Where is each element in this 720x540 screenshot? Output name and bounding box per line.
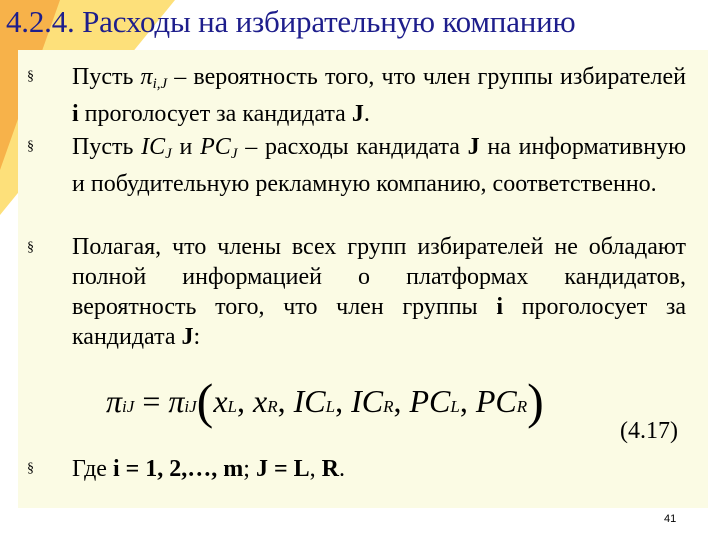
bullet-3: Полагая, что члены всех групп избирателей не обладают полной информацией о платформах кандидатов, вероятность того, что член группы i проголосует за кандидата J:: [72, 234, 686, 350]
page-number: 41: [664, 513, 677, 525]
bullet-marker: §: [27, 139, 34, 154]
bullet-4: Где i = 1, 2,…, m; J = L, R.: [72, 456, 345, 482]
slide-title: 4.2.4. Расходы на избирательную компанию: [6, 4, 576, 39]
bullet-1: Пусть πi,J – вероятность того, что член группы избирателей i проголосует за кандидата J.: [72, 64, 686, 127]
bullet-2: Пусть ICJ и PCJ – расходы кандидата J на информативную и побудительную рекламную компанию, соответственно.: [72, 134, 687, 197]
formula-4-17: πiJ = πiJ(xL, xR, ICL, ICR, PCL, PCR): [106, 373, 544, 429]
bullet-marker: §: [27, 69, 34, 84]
bullet-marker: §: [27, 461, 34, 476]
equation-number: (4.17): [620, 418, 678, 444]
bullet-marker: §: [27, 240, 34, 255]
